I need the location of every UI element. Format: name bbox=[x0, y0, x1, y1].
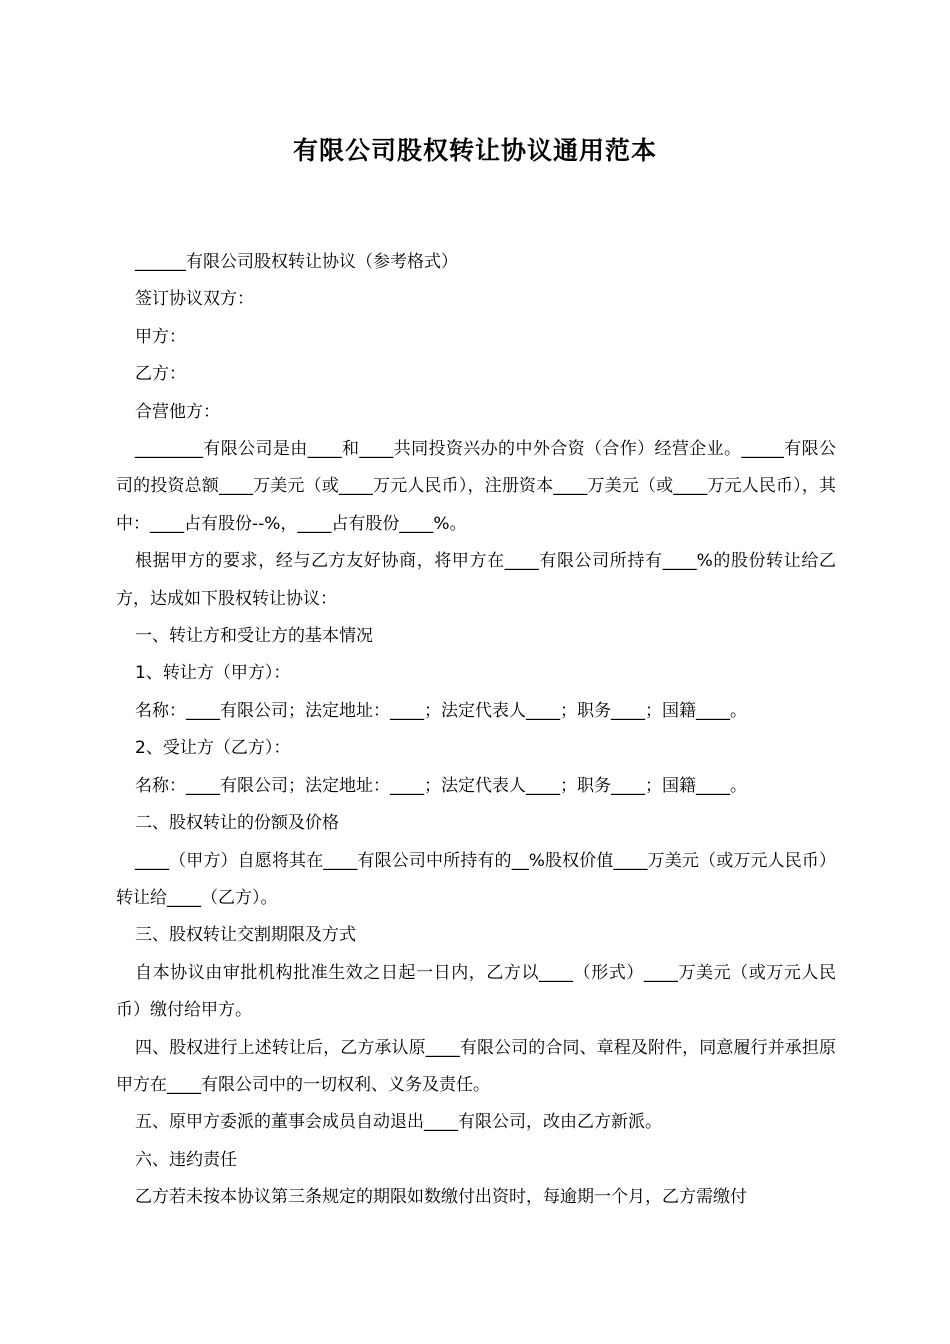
section-2-body: ____（甲方）自愿将其在____有限公司中所持有的__%股权价值____万美元（或万元人民币）转让给____（乙方）。 bbox=[116, 850, 836, 908]
paragraph-party-b: 乙方： bbox=[135, 364, 186, 385]
transferee-heading: 2、受让方（乙方）： bbox=[135, 738, 291, 759]
paragraph-other-party: 合营他方： bbox=[135, 401, 220, 422]
paragraph-heading: ______有限公司股权转让协议（参考格式） bbox=[135, 252, 458, 272]
transferor-heading: 1、转让方（甲方）： bbox=[135, 663, 291, 684]
section-3-body: 自本协议由审批机构批准生效之日起一日内，乙方以____（形式）____万美元（或万元人民币）缴付给甲方。 bbox=[116, 962, 836, 1021]
transferee-details: 名称：____有限公司；法定地址：____；法定代表人____；职务____；国籍____。 bbox=[135, 775, 747, 796]
section-4-body: 四、股权进行上述转让后，乙方承认原____有限公司的合同、章程及附件，同意履行并承担原甲方在____有限公司中的一切权利、义务及责任。 bbox=[116, 1037, 836, 1095]
section-3-heading: 三、股权转让交割期限及方式 bbox=[135, 925, 356, 946]
paragraph-party-a: 甲方： bbox=[135, 326, 186, 347]
paragraph-company-info: ________有限公司是由____和____共同投资兴办的中外合资（合作）经营企业。_____有限公司的投资总额____万美元（或____万元人民币），注册资本____万美元（或____万元人民币），其中：____占有股份--%，____占有股份____%。 bbox=[116, 439, 836, 534]
section-6-heading: 六、违约责任 bbox=[135, 1149, 237, 1170]
paragraph-parties: 签订协议双方： bbox=[135, 289, 254, 310]
document-body bbox=[116, 244, 836, 1217]
section-2-heading: 二、股权转让的份额及价格 bbox=[135, 813, 339, 834]
transferor-details: 名称：____有限公司；法定地址：____；法定代表人____；职务____；国籍____。 bbox=[135, 700, 747, 721]
section-1-heading: 一、转让方和受让方的基本情况 bbox=[135, 626, 373, 647]
paragraph-agreement-basis: 根据甲方的要求，经与乙方友好协商，将甲方在____有限公司所持有____%的股份转让给乙方，达成如下股权转让协议： bbox=[116, 551, 836, 609]
document-title: 有限公司股权转让协议通用范本 bbox=[292, 136, 657, 165]
section-5-body: 五、原甲方委派的董事会成员自动退出____有限公司，改由乙方新派。 bbox=[135, 1112, 662, 1133]
section-6-body: 乙方若未按本协议第三条规定的期限如数缴付出资时，每逾期一个月，乙方需缴付 bbox=[135, 1187, 747, 1208]
